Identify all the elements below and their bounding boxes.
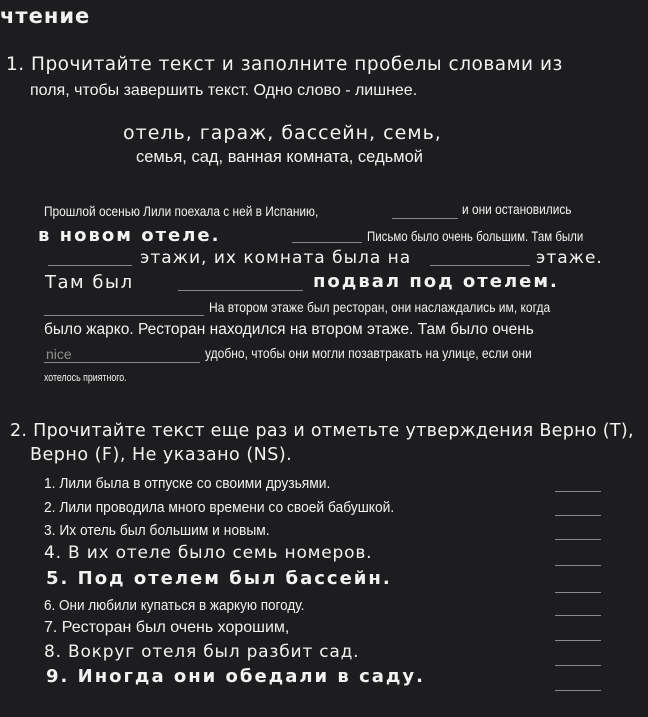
task2-heading-line2: Верно (F), Не указано (NS). [30, 445, 293, 465]
statement-8: 8. Вокруг отеля был разбит сад. [44, 642, 360, 662]
task1-heading: 1. Прочитайте текст и заполните пробелы словами из [6, 54, 563, 75]
blank-4[interactable] [430, 265, 530, 266]
blank-1[interactable] [392, 218, 458, 219]
statement-7: 7. Ресторан был очень хорошим, [44, 619, 290, 636]
text-line-3a: этажи, их комната была на [140, 248, 412, 268]
statement-6: 6. Они любили купаться в жаркую погоду. [44, 597, 305, 614]
statement-3: 3. Их отель был большим и новым. [44, 522, 270, 539]
answer-blank-8[interactable] [555, 665, 601, 666]
wordbox-line-1: отель, гараж, бассейн, семь, [123, 122, 442, 144]
text-line-1a: Прошлой осенью Лили поехала с ней в Испанию, [44, 203, 319, 219]
text-line-3b: этаже. [536, 248, 603, 268]
text-line-8: хотелось приятного. [44, 372, 127, 384]
statement-2: 2. Лили проводила много времени со своей бабушкой. [44, 499, 395, 516]
text-line-7b: удобно, чтобы они могли позавтракать на улице, если они [205, 345, 532, 361]
task1-heading-line2: поля, чтобы завершить текст. Одно слово - лишнее. [30, 82, 418, 99]
blank-7[interactable] [44, 362, 200, 363]
text-line-4b: подвал под отелем. [313, 271, 559, 292]
text-line-2a: в новом отеле. [38, 225, 221, 246]
answer-blank-6[interactable] [555, 615, 601, 616]
answer-blank-4[interactable] [555, 565, 601, 566]
answer-blank-5[interactable] [555, 592, 601, 593]
text-line-5: На втором этаже был ресторан, они наслаждались им, когда [209, 299, 551, 315]
text-line-7a: nice [46, 346, 72, 362]
text-line-6: было жарко. Ресторан находился на втором этаже. Там было очень [44, 321, 534, 338]
statement-1: 1. Лили была в отпуске со своими друзьями. [44, 475, 331, 492]
blank-2[interactable] [292, 242, 362, 243]
statement-9: 9. Иногда они обедали в саду. [46, 666, 426, 687]
page-title: чтение [0, 4, 91, 28]
statement-4: 4. В их отеле было семь номеров. [44, 543, 373, 563]
blank-3[interactable] [48, 265, 132, 266]
blank-6[interactable] [44, 315, 204, 316]
answer-blank-3[interactable] [555, 539, 601, 540]
wordbox-line-2: семья, сад, ванная комната, седьмой [136, 148, 423, 166]
answer-blank-2[interactable] [555, 515, 601, 516]
answer-blank-9[interactable] [555, 690, 601, 691]
blank-5[interactable] [178, 290, 303, 291]
answer-blank-1[interactable] [555, 491, 601, 492]
task2-heading: 2. Прочитайте текст еще раз и отметьте утверждения Верно (T), [10, 421, 634, 441]
text-line-1b: и они остановились [462, 201, 572, 217]
text-line-2b: Письмо было очень большим. Там были [367, 228, 584, 244]
statement-5: 5. Под отелем был бассейн. [46, 568, 392, 589]
answer-blank-7[interactable] [555, 640, 601, 641]
text-line-4a: Там был [45, 272, 134, 293]
